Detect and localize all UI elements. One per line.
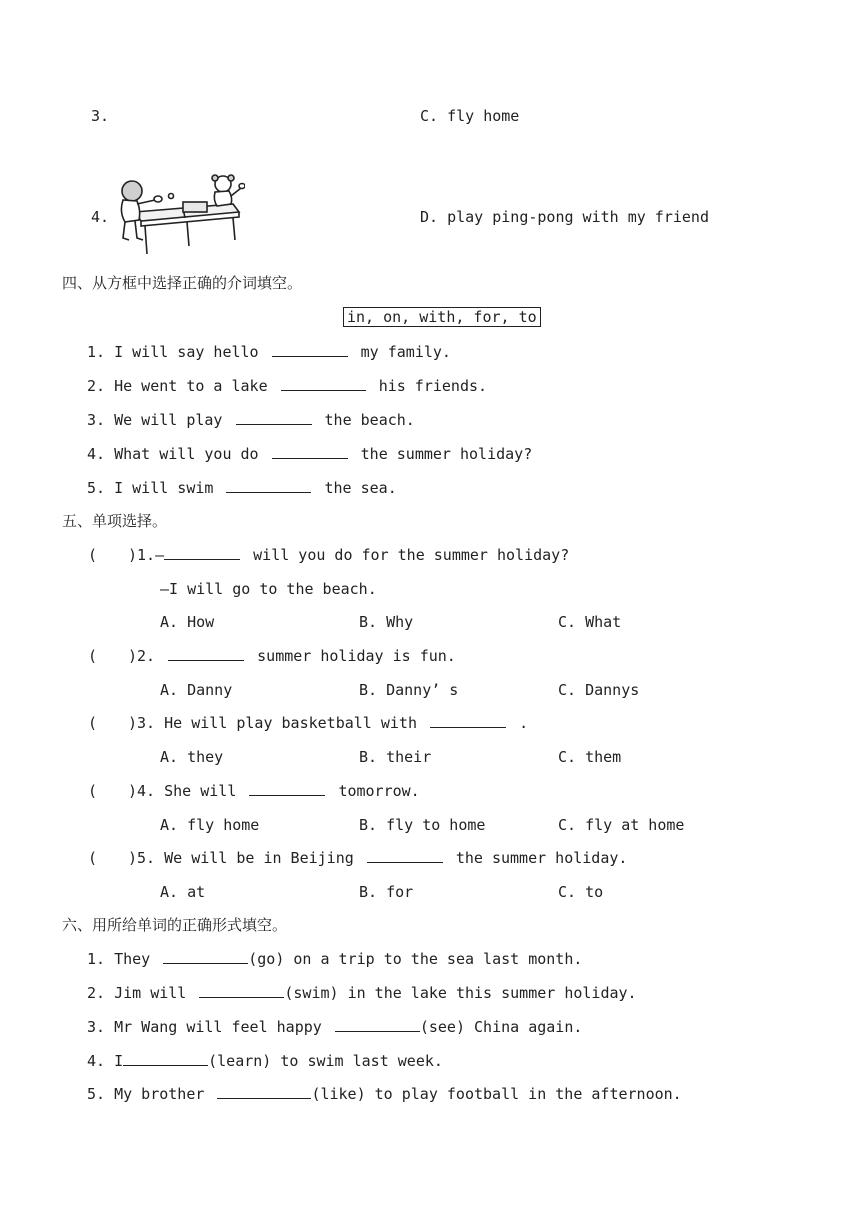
s5-q4-number: 4. bbox=[137, 782, 156, 800]
s6-item-4-text-b: (learn) to swim last week. bbox=[208, 1052, 443, 1070]
s5-q5-text-b: the summer holiday. bbox=[455, 849, 628, 867]
s6-item-3-blank[interactable] bbox=[335, 1017, 420, 1032]
section-6-title: 六、用所给单词的正确形式填空。 bbox=[62, 916, 288, 934]
s5-q1-response: —I will go to the beach. bbox=[160, 580, 377, 598]
s5-q4-answer-open[interactable]: ( bbox=[88, 782, 98, 800]
match-choice-d: D. play ping-pong with my friend bbox=[420, 208, 709, 226]
s5-q3 bbox=[88, 713, 528, 733]
s4-item-1-number: 1. bbox=[87, 343, 106, 361]
s5-q5-answer-open[interactable]: ( bbox=[88, 849, 98, 867]
section-5-title: 五、单项选择。 bbox=[62, 512, 168, 530]
s6-item-3-text-b: (see) China again. bbox=[419, 1018, 583, 1036]
s5-q5 bbox=[88, 848, 627, 868]
s5-q1-option-b[interactable]: B. Why bbox=[359, 613, 414, 631]
s5-q2 bbox=[88, 646, 456, 666]
s6-item-1-blank[interactable] bbox=[163, 949, 248, 964]
s6-item-4-blank[interactable] bbox=[123, 1051, 208, 1066]
s5-q1-number: 1. bbox=[137, 546, 156, 564]
s6-item-1 bbox=[87, 949, 582, 969]
s5-q5-number: 5. bbox=[137, 849, 156, 867]
s4-item-3-blank[interactable] bbox=[236, 410, 312, 425]
s5-q4-option-a[interactable]: A. fly home bbox=[160, 816, 260, 834]
match-item-3-number: 3. bbox=[91, 107, 110, 125]
s6-item-3 bbox=[87, 1017, 582, 1037]
s5-q3-answer-open[interactable]: ( bbox=[88, 714, 98, 732]
s4-item-3-text-a: We will play bbox=[114, 411, 223, 429]
match-choice-c: C. fly home bbox=[420, 107, 520, 125]
s6-item-2-number: 2. bbox=[87, 984, 106, 1002]
s5-q3-text-b: . bbox=[519, 714, 529, 732]
s5-q2-option-b[interactable]: B. Danny’ s bbox=[359, 681, 459, 699]
s5-q4-option-b[interactable]: B. fly to home bbox=[359, 816, 486, 834]
s5-q1-option-c[interactable]: C. What bbox=[558, 613, 622, 631]
s6-item-2-text-a: Jim will bbox=[114, 984, 187, 1002]
s4-item-5 bbox=[87, 478, 397, 498]
s5-q2-option-a[interactable]: A. Danny bbox=[160, 681, 233, 699]
s4-item-4-blank[interactable] bbox=[272, 444, 348, 459]
s5-q1-answer-open[interactable]: ( bbox=[88, 546, 98, 564]
s4-item-5-blank[interactable] bbox=[226, 478, 311, 493]
s5-q4-answer-close: ) bbox=[128, 782, 138, 800]
word-box-text: in, on, with, for, to bbox=[343, 307, 541, 327]
s5-q2-answer-close: ) bbox=[128, 647, 138, 665]
s5-q5-text-a: We will be in Beijing bbox=[164, 849, 354, 867]
s5-q5-option-a[interactable]: A. at bbox=[160, 883, 206, 901]
s5-q3-option-a[interactable]: A. they bbox=[160, 748, 224, 766]
s5-q3-option-b[interactable]: B. their bbox=[359, 748, 432, 766]
s4-item-1-text-b: my family. bbox=[360, 343, 451, 361]
s4-item-4-number: 4. bbox=[87, 445, 106, 463]
s4-item-1-text-a: I will say hello bbox=[114, 343, 259, 361]
s5-q4-text-b: tomorrow. bbox=[338, 782, 420, 800]
s6-item-2 bbox=[87, 983, 637, 1003]
s5-q4 bbox=[88, 781, 420, 801]
s4-item-1-blank[interactable] bbox=[272, 342, 348, 357]
s5-q1-blank[interactable] bbox=[164, 545, 240, 560]
s5-q5-blank[interactable] bbox=[367, 848, 443, 863]
match-item-4-number: 4. bbox=[91, 208, 110, 226]
s4-item-3 bbox=[87, 410, 415, 430]
s5-q4-text-a: She will bbox=[164, 782, 237, 800]
ping-pong-picture-icon bbox=[105, 174, 245, 256]
s5-q1 bbox=[88, 545, 569, 565]
s5-q3-blank[interactable] bbox=[430, 713, 506, 728]
s5-q4-option-c[interactable]: C. fly at home bbox=[558, 816, 685, 834]
s5-q3-answer-close: ) bbox=[128, 714, 138, 732]
s6-item-5-text-b: (like) to play football in the afternoon. bbox=[311, 1085, 682, 1103]
s6-item-2-text-b: (swim) in the lake this summer holiday. bbox=[284, 984, 637, 1002]
s6-item-3-text-a: Mr Wang will feel happy bbox=[114, 1018, 322, 1036]
s6-item-4-number: 4. bbox=[87, 1052, 106, 1070]
s5-q5-option-c[interactable]: C. to bbox=[558, 883, 604, 901]
s6-item-3-number: 3. bbox=[87, 1018, 106, 1036]
s6-item-5-text-a: My brother bbox=[114, 1085, 205, 1103]
s5-q2-number: 2. bbox=[137, 647, 156, 665]
s5-q2-option-c[interactable]: C. Dannys bbox=[558, 681, 640, 699]
s4-item-2-text-a: He went to a lake bbox=[114, 377, 268, 395]
s5-q4-blank[interactable] bbox=[249, 781, 325, 796]
s6-item-5-number: 5. bbox=[87, 1085, 106, 1103]
s4-item-2-number: 2. bbox=[87, 377, 106, 395]
s5-q2-blank[interactable] bbox=[168, 646, 244, 661]
s6-item-1-number: 1. bbox=[87, 950, 106, 968]
s5-q1-answer-close: ) bbox=[128, 546, 138, 564]
s4-item-5-text-a: I will swim bbox=[114, 479, 214, 497]
s6-item-5 bbox=[87, 1084, 682, 1104]
s6-item-1-text-b: (go) on a trip to the sea last month. bbox=[248, 950, 583, 968]
s4-item-5-number: 5. bbox=[87, 479, 106, 497]
s4-item-1 bbox=[87, 342, 451, 362]
s6-item-4 bbox=[87, 1051, 443, 1071]
s4-item-2 bbox=[87, 376, 487, 396]
s4-item-3-number: 3. bbox=[87, 411, 106, 429]
s6-item-4-text-a: I bbox=[114, 1052, 124, 1070]
s4-item-4-text-b: the summer holiday? bbox=[360, 445, 533, 463]
word-box bbox=[343, 307, 541, 327]
s5-q1-dash: — bbox=[155, 546, 165, 564]
s5-q1-text-b: will you do for the summer holiday? bbox=[253, 546, 570, 564]
s4-item-5-text-b: the sea. bbox=[324, 479, 397, 497]
s5-q2-answer-open[interactable]: ( bbox=[88, 647, 98, 665]
section-4-title: 四、从方框中选择正确的介词填空。 bbox=[62, 274, 303, 292]
s4-item-3-text-b: the beach. bbox=[324, 411, 415, 429]
s6-item-2-blank[interactable] bbox=[199, 983, 284, 998]
s5-q3-number: 3. bbox=[137, 714, 156, 732]
s5-q5-option-b[interactable]: B. for bbox=[359, 883, 414, 901]
s5-q3-option-c[interactable]: C. them bbox=[558, 748, 622, 766]
s5-q1-option-a[interactable]: A. How bbox=[160, 613, 215, 631]
s5-q5-answer-close: ) bbox=[128, 849, 138, 867]
s5-q3-text-a: He will play basketball with bbox=[164, 714, 417, 732]
s4-item-2-blank[interactable] bbox=[281, 376, 366, 391]
s6-item-1-text-a: They bbox=[114, 950, 151, 968]
s4-item-4 bbox=[87, 444, 532, 464]
s4-item-2-text-b: his friends. bbox=[378, 377, 488, 395]
s6-item-5-blank[interactable] bbox=[217, 1084, 311, 1099]
s5-q2-text-b: summer holiday is fun. bbox=[257, 647, 456, 665]
s4-item-4-text-a: What will you do bbox=[114, 445, 259, 463]
